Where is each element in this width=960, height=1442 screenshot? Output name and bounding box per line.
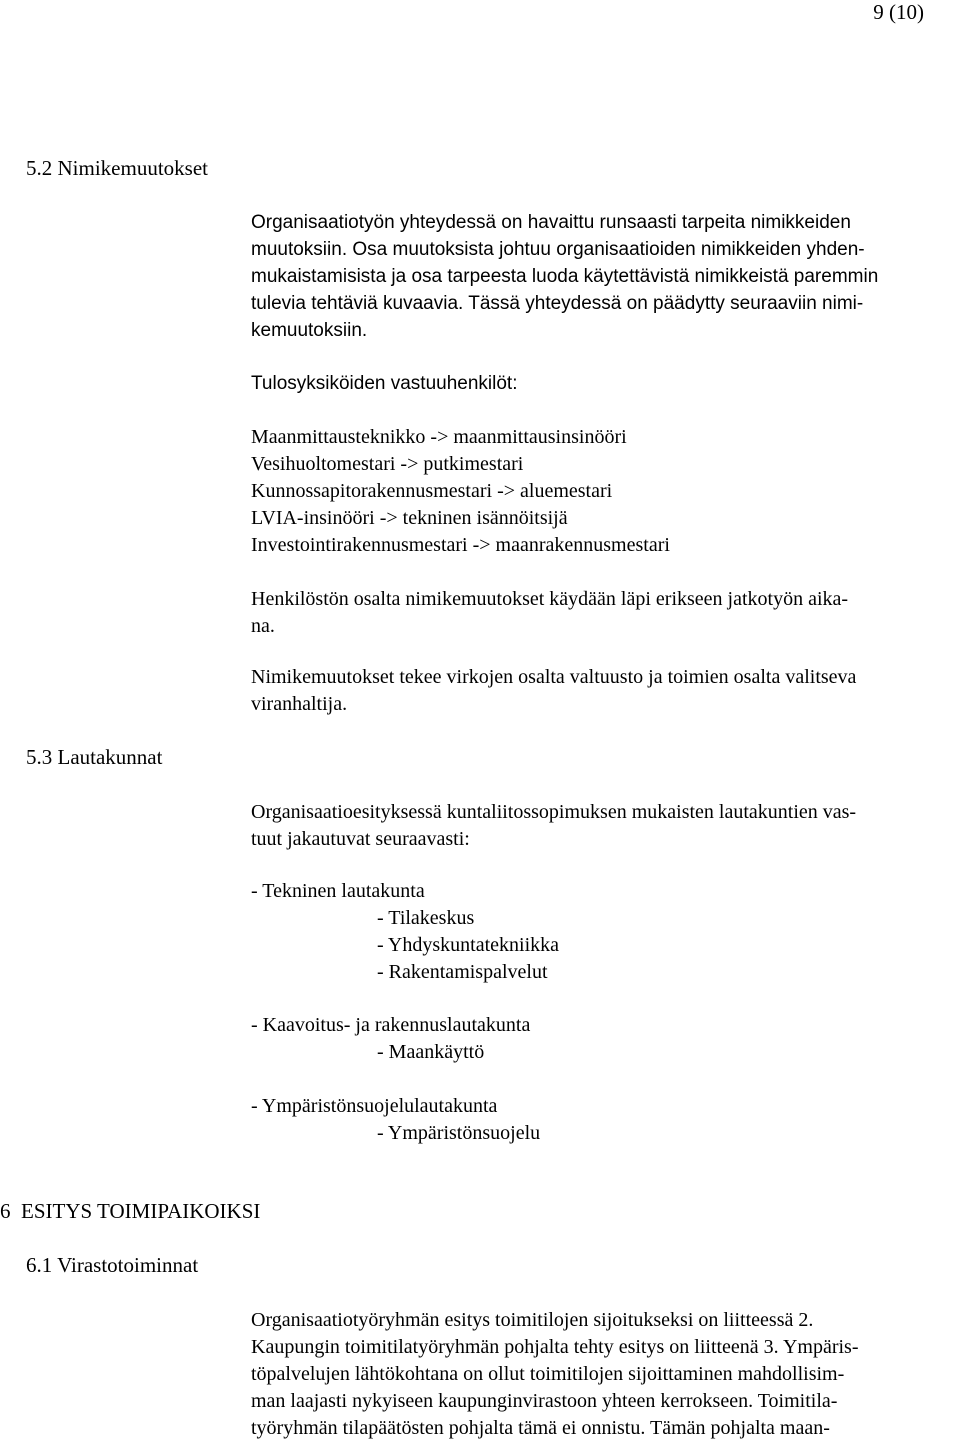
section-5-2-subheading bbox=[251, 370, 956, 397]
list-item: Investointirakennusmestari -> maanrakennusmestari bbox=[251, 534, 670, 556]
board-list-planning bbox=[251, 1012, 956, 1066]
section-5-2-note-1 bbox=[251, 586, 956, 640]
board-list-environment bbox=[251, 1093, 956, 1147]
board-unit: - Maankäyttö bbox=[377, 1041, 485, 1063]
text-line: viranhaltija. bbox=[251, 693, 348, 715]
text-line: Nimikemuutokset tekee virkojen osalta valtuusto ja toimien osalta valitseva bbox=[251, 666, 857, 688]
text-line: Organisaatiotyön yhteydessä on havaittu runsaasti tarpeita nimikkeiden bbox=[251, 212, 851, 233]
text-line: mukaistamisista ja osa tarpeesta luoda käytettävistä nimikkeistä paremmin bbox=[251, 266, 879, 287]
section-6-1-heading: 6.1 Virastotoiminnat bbox=[26, 1253, 199, 1277]
board-unit: - Yhdyskuntatekniikka bbox=[377, 934, 560, 956]
text-line: Organisaatioesityksessä kuntaliitossopimuksen mukaisten lautakuntien vas- bbox=[251, 801, 857, 823]
board-name: - Kaavoitus- ja rakennuslautakunta bbox=[251, 1014, 531, 1036]
text-line: kemuutoksiin. bbox=[251, 320, 368, 341]
subheading-text: Tulosyksiköiden vastuuhenkilöt: bbox=[251, 373, 518, 394]
board-unit: - Rakentamispalvelut bbox=[377, 961, 548, 983]
list-item: LVIA-insinööri -> tekninen isännöitsijä bbox=[251, 507, 568, 529]
text-line: man laajasti nykyiseen kaupunginvirastoon yhteen kerrokseen. Toimitila- bbox=[251, 1390, 838, 1412]
text-line: na. bbox=[251, 615, 275, 637]
text-line: Henkilöstön osalta nimikemuutokset käydään läpi erikseen jatkotyön aika- bbox=[251, 588, 849, 610]
text-line: muutoksiin. Osa muutoksista johtuu organisaatioiden nimikkeiden yhden- bbox=[251, 239, 865, 260]
section-5-2-heading: 5.2 Nimikemuutokset bbox=[26, 156, 208, 180]
text-line: tuut jakautuvat seuraavasti: bbox=[251, 828, 470, 850]
board-name: - Tekninen lautakunta bbox=[251, 880, 425, 902]
section-5-3-intro bbox=[251, 799, 956, 853]
text-line: Kaupungin toimitilatyöryhmän pohjalta tehty esitys on liitteenä 3. Ympäris- bbox=[251, 1336, 859, 1358]
board-unit: - Tilakeskus bbox=[377, 907, 475, 929]
section-6-1-body bbox=[251, 1307, 956, 1442]
text-line: työryhmän tilapäätösten pohjalta tämä ei onnistu. Tämän pohjalta maan- bbox=[251, 1417, 830, 1439]
section-6-heading: 6 ESITYS TOIMIPAIKOIKSI bbox=[0, 1199, 261, 1223]
section-5-2-note-2 bbox=[251, 664, 956, 718]
text-line: tulevia tehtäviä kuvaavia. Tässä yhteydessä on päädytty seuraaviin nimi- bbox=[251, 293, 864, 314]
page-number: 9 (10) bbox=[873, 0, 924, 24]
board-list-technical bbox=[251, 878, 956, 986]
text-line: Organisaatiotyöryhmän esitys toimitilojen sijoitukseksi on liitteessä 2. bbox=[251, 1309, 814, 1331]
list-item: Maanmittausteknikko -> maanmittausinsinööri bbox=[251, 426, 627, 448]
list-item: Kunnossapitorakennusmestari -> aluemestari bbox=[251, 480, 613, 502]
board-unit: - Ympäristönsuojelu bbox=[377, 1122, 541, 1144]
title-change-list bbox=[251, 424, 956, 559]
text-line: töpalvelujen lähtökohtana on ollut toimitilojen sijoittaminen mahdollisim- bbox=[251, 1363, 845, 1385]
list-item: Vesihuoltomestari -> putkimestari bbox=[251, 453, 524, 475]
board-name: - Ympäristönsuojelulautakunta bbox=[251, 1095, 498, 1117]
section-5-3-heading: 5.3 Lautakunnat bbox=[26, 745, 163, 769]
section-5-2-intro bbox=[251, 209, 956, 344]
